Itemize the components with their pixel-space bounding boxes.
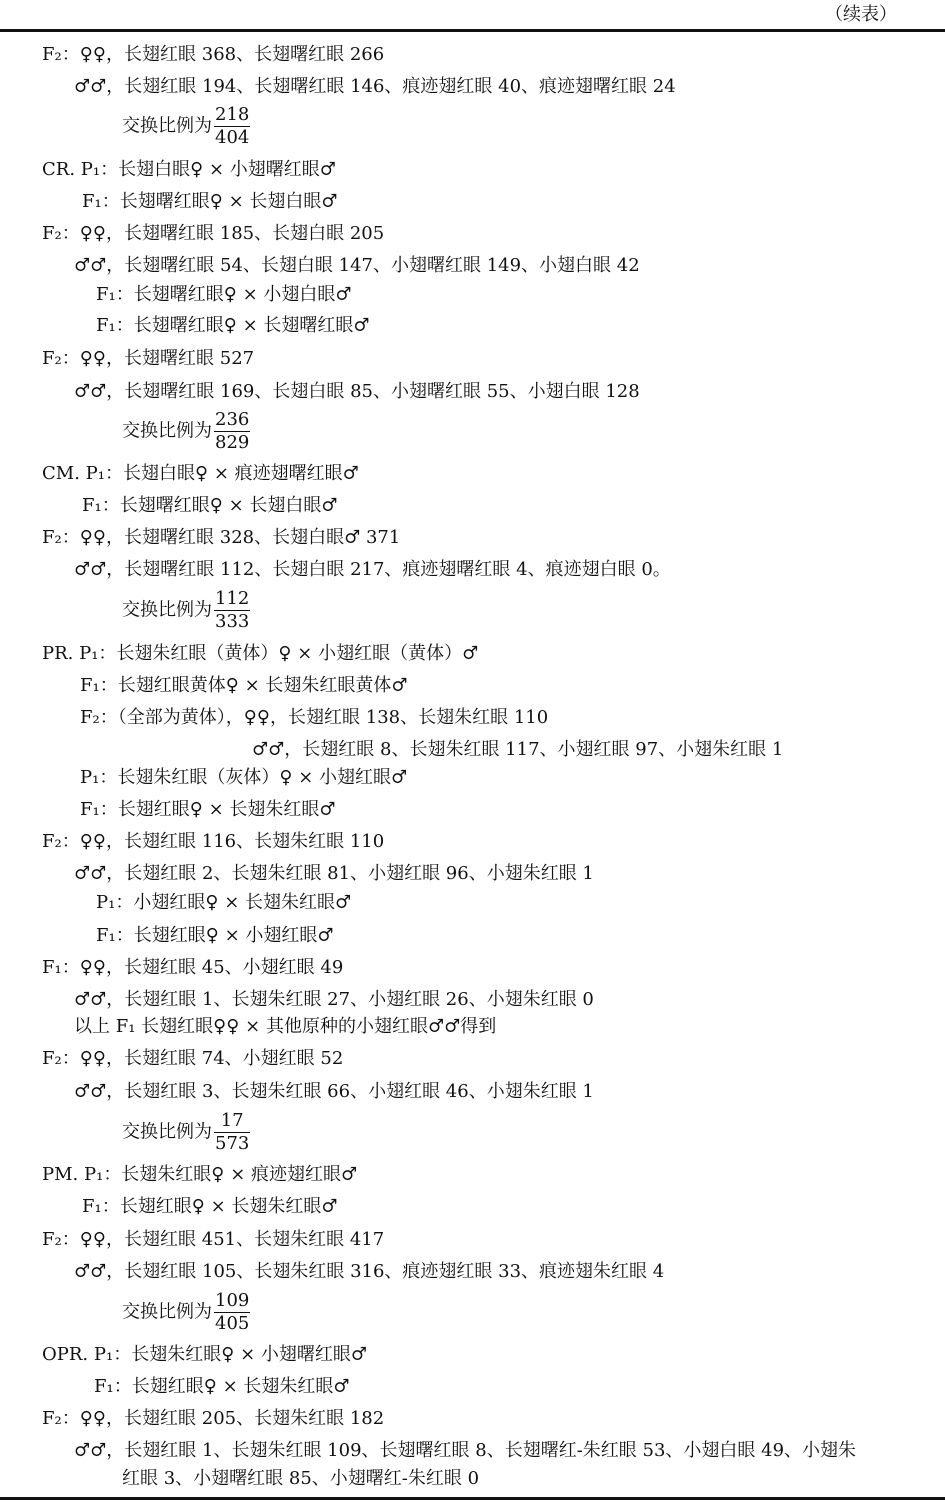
text-line: CM. P₁：长翅白眼♀ × 痕迹翅曙红眼♂ [42, 463, 359, 484]
ratio-numerator: 218 [215, 104, 250, 125]
top-rule [0, 29, 945, 32]
ratio-line [122, 1110, 250, 1155]
ratio-denominator: 405 [215, 1313, 250, 1334]
text-line: ♂♂，长翅红眼 8、长翅朱红眼 117、小翅红眼 97、小翅朱红眼 1 [252, 739, 784, 760]
text-line: OPR. P₁：长翅朱红眼♀ × 小翅曙红眼♂ [42, 1344, 368, 1365]
text-line: F₁：长翅曙红眼♀ × 长翅白眼♂ [82, 191, 338, 212]
ratio-label: 交换比例为 [122, 1301, 212, 1323]
ratio-fraction [214, 1290, 250, 1335]
ratio-label: 交换比例为 [122, 420, 212, 442]
ratio-denominator: 573 [215, 1133, 250, 1154]
text-line: F₂：♀♀，长翅曙红眼 185、长翅白眼 205 [42, 223, 385, 244]
text-line: F₂：（全部为黄体），♀♀，长翅红眼 138、长翅朱红眼 110 [80, 707, 549, 728]
ratio-line [122, 588, 250, 633]
text-line: P₁：长翅朱红眼（灰体）♀ × 小翅红眼♂ [80, 767, 408, 788]
ratio-denominator: 829 [215, 432, 250, 453]
text-line: ♂♂，长翅曙红眼 54、长翅白眼 147、小翅曙红眼 149、小翅白眼 42 [74, 255, 640, 276]
text-line: ♂♂，长翅红眼 194、长翅曙红眼 146、痕迹翅红眼 40、痕迹翅曙红眼 24 [74, 76, 676, 97]
text-line: F₁：长翅红眼♀ × 长翅朱红眼♂ [82, 1196, 338, 1217]
text-line: F₂：♀♀，长翅红眼 451、长翅朱红眼 417 [42, 1229, 385, 1250]
ratio-numerator: 17 [214, 1110, 250, 1133]
continued-label: （续表） [825, 4, 897, 25]
text-line: F₂：♀♀，长翅曙红眼 527 [42, 348, 255, 369]
text-line: PM. P₁：长翅朱红眼♀ × 痕迹翅红眼♂ [42, 1164, 358, 1185]
text-line: F₁：♀♀，长翅红眼 45、小翅红眼 49 [42, 957, 344, 978]
text-line: F₁：长翅红眼♀ × 长翅朱红眼♂ [94, 1376, 350, 1397]
text-line: ♂♂，长翅曙红眼 169、长翅白眼 85、小翅曙红眼 55、小翅白眼 128 [74, 381, 640, 402]
ratio-line [122, 1290, 250, 1335]
ratio-fraction [214, 588, 250, 633]
text-line: F₁：长翅曙红眼♀ × 小翅白眼♂ [96, 284, 352, 305]
ratio-denominator: 333 [215, 611, 250, 632]
text-line: ♂♂，长翅红眼 105、长翅朱红眼 316、痕迹翅红眼 33、痕迹翅朱红眼 4 [74, 1261, 665, 1282]
text-line: F₂：♀♀，长翅红眼 368、长翅曙红眼 266 [42, 44, 385, 65]
text-line: F₁：长翅红眼♀ × 小翅红眼♂ [96, 925, 334, 946]
text-line: F₁：长翅曙红眼♀ × 长翅曙红眼♂ [96, 315, 370, 336]
ratio-numerator: 236 [215, 409, 250, 430]
text-line: F₂：♀♀，长翅红眼 116、长翅朱红眼 110 [42, 831, 385, 852]
ratio-numerator: 112 [215, 588, 250, 609]
text-line: ♂♂，长翅红眼 2、长翅朱红眼 81、小翅红眼 96、小翅朱红眼 1 [74, 863, 594, 884]
text-line: F₁：长翅曙红眼♀ × 长翅白眼♂ [82, 495, 338, 516]
text-line: F₂：♀♀，长翅红眼 205、长翅朱红眼 182 [42, 1408, 385, 1429]
text-line: ♂♂，长翅红眼 1、长翅朱红眼 109、长翅曙红眼 8、长翅曙红-朱红眼 53、小翅白眼 49、小翅朱 [74, 1440, 857, 1461]
text-line: ♂♂，长翅红眼 3、长翅朱红眼 66、小翅红眼 46、小翅朱红眼 1 [74, 1081, 594, 1102]
text-line: 以上 F₁ 长翅红眼♀♀ × 其他原种的小翅红眼♂♂得到 [74, 1016, 497, 1037]
ratio-label: 交换比例为 [122, 1121, 212, 1143]
text-line: F₁：长翅红眼黄体♀ × 长翅朱红眼黄体♂ [80, 675, 408, 696]
ratio-fraction [214, 1110, 250, 1155]
ratio-label: 交换比例为 [122, 115, 212, 137]
text-line: ♂♂，长翅红眼 1、长翅朱红眼 27、小翅红眼 26、小翅朱红眼 0 [74, 989, 594, 1010]
ratio-fraction [214, 409, 250, 454]
bottom-rule [0, 1497, 945, 1500]
ratio-denominator: 404 [215, 127, 250, 148]
ratio-line [122, 409, 250, 454]
text-line: ♂♂，长翅曙红眼 112、长翅白眼 217、痕迹翅曙红眼 4、痕迹翅白眼 0。 [74, 559, 671, 580]
ratio-line [122, 104, 250, 149]
ratio-numerator: 109 [215, 1290, 250, 1311]
text-line: P₁：小翅红眼♀ × 长翅朱红眼♂ [96, 892, 352, 913]
text-line: CR. P₁：长翅白眼♀ × 小翅曙红眼♂ [42, 159, 336, 180]
text-line: 红眼 3、小翅曙红眼 85、小翅曙红-朱红眼 0 [122, 1468, 480, 1489]
text-line: F₂：♀♀，长翅红眼 74、小翅红眼 52 [42, 1048, 344, 1069]
text-line: F₁：长翅红眼♀ × 长翅朱红眼♂ [80, 799, 336, 820]
text-line: F₂：♀♀，长翅曙红眼 328、长翅白眼♂ 371 [42, 527, 401, 548]
ratio-fraction [214, 104, 250, 149]
ratio-label: 交换比例为 [122, 599, 212, 621]
text-line: PR. P₁：长翅朱红眼（黄体）♀ × 小翅红眼（黄体）♂ [42, 643, 479, 664]
